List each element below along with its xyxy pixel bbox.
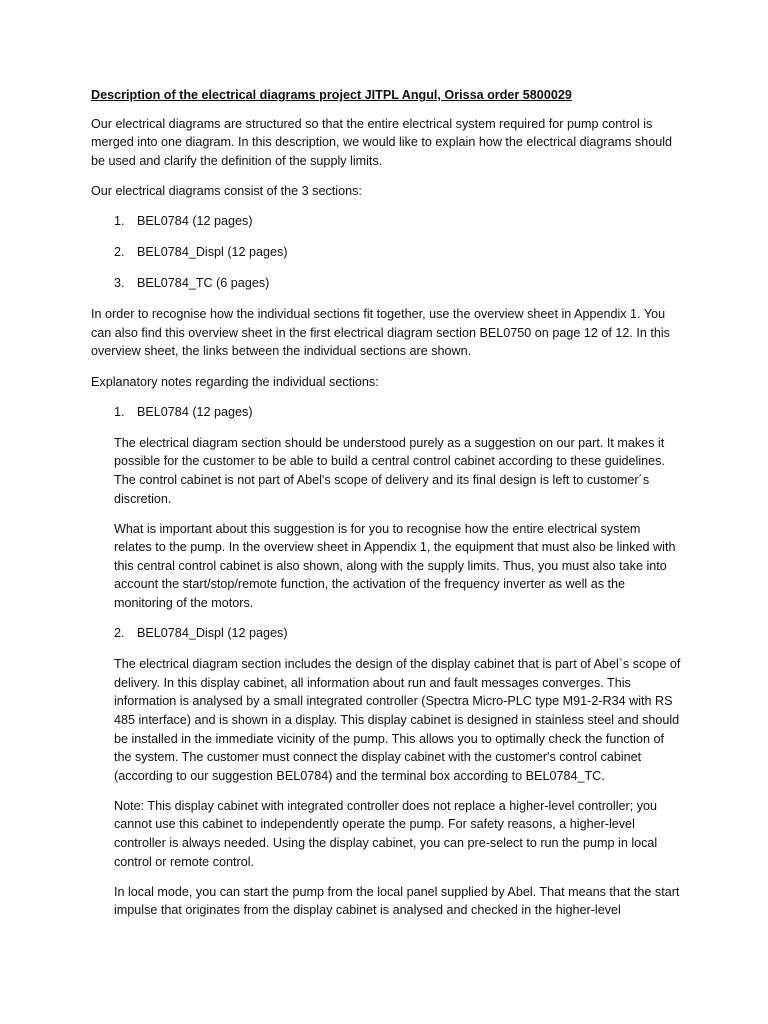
sections-list	[91, 212, 681, 293]
notes-intro: Explanatory notes regarding the individual sections:	[91, 374, 379, 389]
list-item	[91, 212, 681, 231]
document-title: Description of the electrical diagrams project JITPL Angul, Orissa order 5800029	[91, 88, 572, 102]
note1-label: BEL0784 (12 pages)	[137, 404, 253, 419]
overview-paragraph: In order to recognise how the individual sections fit together, use the overview sheet in Appendix 1. You can also find this overview sheet in the first electrical diagram section BEL0750 on page 12 of 12. In this overview sheet, the links between the individual sections are shown.	[91, 307, 670, 359]
document-page	[91, 86, 681, 931]
note1-paragraph-2: What is important about this suggestion is for you to recognise how the entire electrical system relates to the pump. In the overview sheet in Appendix 1, the equipment that must also be linked with this central control cabinet is also shown, along with the supply limits. Thus, you must also take into account the start/stop/remote function, the activation of the frequency inverter as well as the monitoring of the motors.	[114, 521, 676, 610]
note2-paragraph-1: The electrical diagram section includes the design of the display cabinet that is part of Abel`s scope of delivery. In this display cabinet, all information about run and fault messages converges. This information is analysed by a small integrated controller (Spectra Micro-PLC type M91-2-R34 with RS 485 interface) and is shown in a display. This display cabinet is designed in stainless steel and should be installed in the immediate vicinity of the pump. This allows you to optimally check the function of the system. The customer must connect the display cabinet with the customer's control cabinet (according to our suggestion BEL0784) and the terminal box according to BEL0784_TC.	[114, 657, 681, 783]
list-label: BEL0784 (12 pages)	[137, 213, 253, 228]
list-number: 2.	[114, 245, 125, 260]
note1-paragraph-1: The electrical diagram section should be understood purely as a suggestion on our part. It makes it possible for the customer to be able to build a central control cabinet according to these guidelines. The control cabinet is not part of Abel's scope of delivery and its final design is left to customer´s discretion.	[114, 435, 665, 506]
note2-paragraph-2: Note: This display cabinet with integrated controller does not replace a higher-level controller; you cannot use this cabinet to independently operate the pump. For safety reasons, a higher-level controller is always needed. Using the display cabinet, you can pre-select to run the pump in local control or remote control.	[114, 798, 658, 869]
list-item	[91, 274, 681, 293]
list-label: BEL0784_TC (6 pages)	[137, 276, 270, 291]
list-label: BEL0784_Displ (12 pages)	[137, 245, 288, 260]
note1-heading	[91, 403, 681, 422]
note2-heading	[91, 624, 681, 643]
list-item	[91, 243, 681, 262]
note2-paragraph-3: In local mode, you can start the pump from the local panel supplied by Abel. That means that the start impulse that originates from the display cabinet is analysed and checked in the higher-level	[114, 884, 680, 918]
note1-number: 1.	[114, 404, 125, 419]
note2-number: 2.	[114, 626, 125, 641]
list-number: 1.	[114, 213, 125, 228]
note2-label: BEL0784_Displ (12 pages)	[137, 626, 288, 641]
list-number: 3.	[114, 276, 125, 291]
sections-intro: Our electrical diagrams consist of the 3 sections:	[91, 183, 362, 198]
intro-paragraph: Our electrical diagrams are structured so that the entire electrical system required for pump control is merged into one diagram. In this description, we would like to explain how the electrical diagrams should be used and clarify the definition of the supply limits.	[91, 116, 673, 168]
